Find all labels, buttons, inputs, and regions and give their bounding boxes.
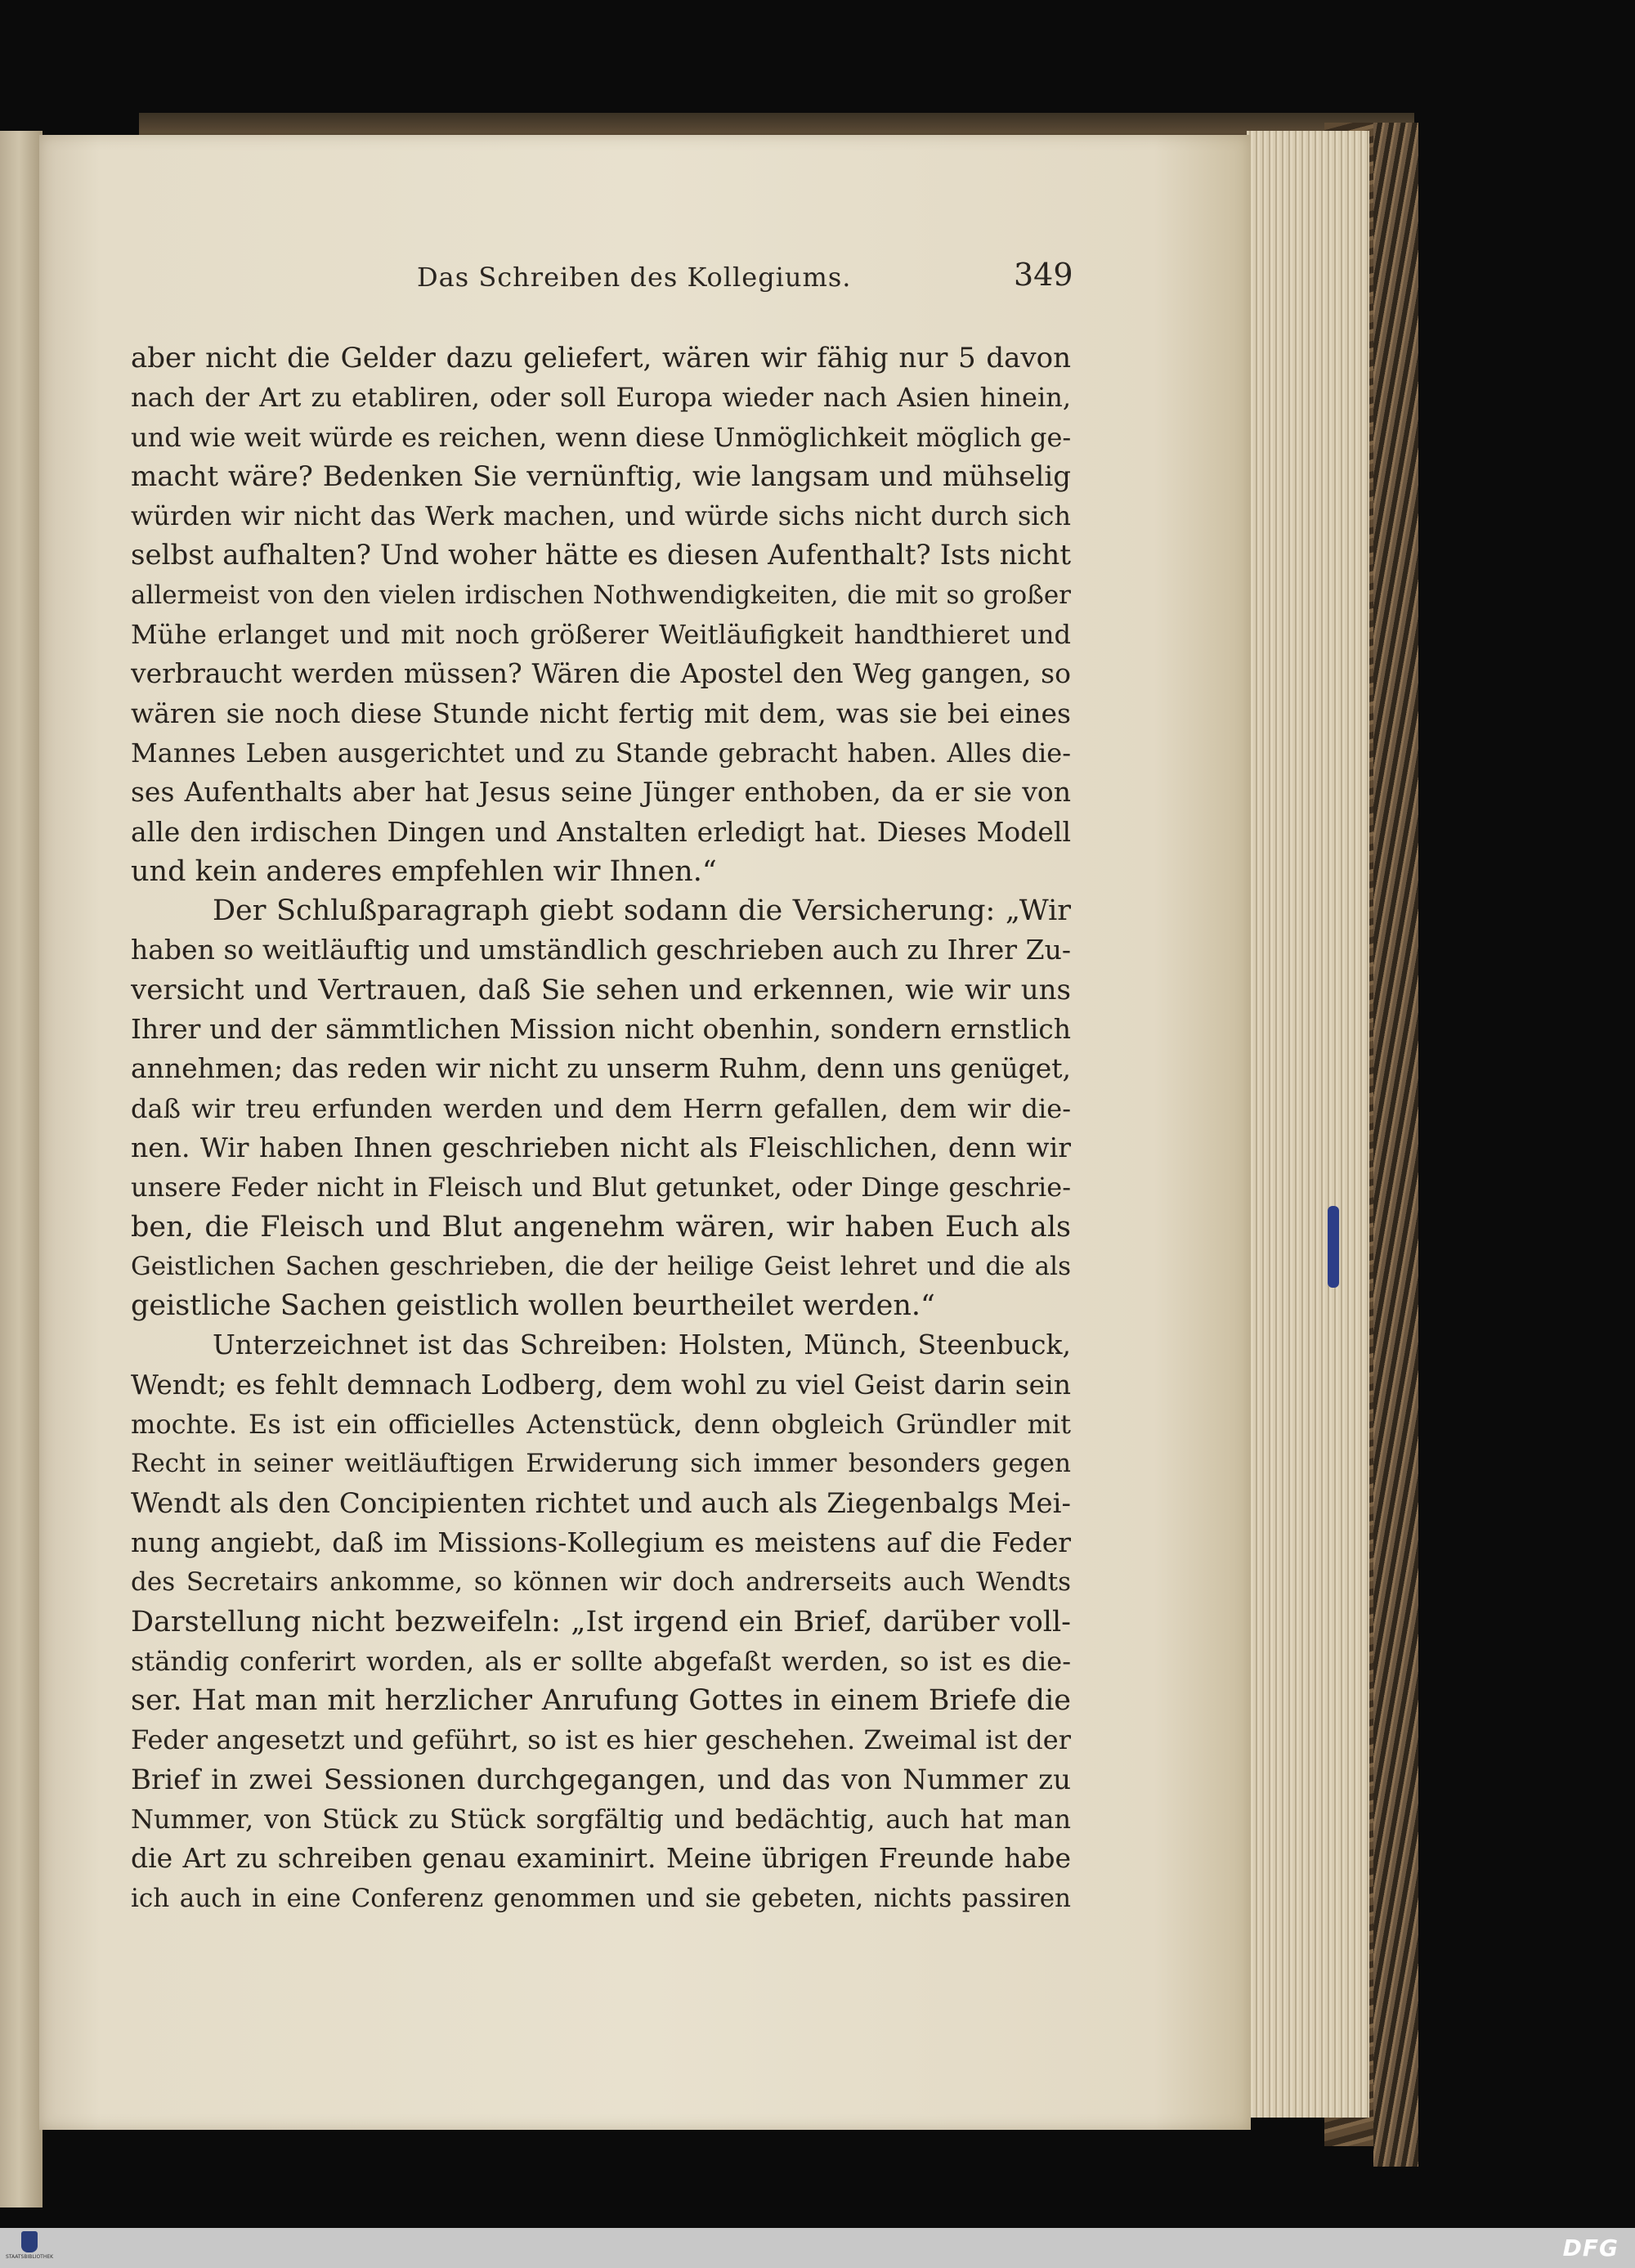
facing-page-edge [0,131,43,2207]
text-line: Mannes Leben ausgerichtet und zu Stande gebracht haben. Alles die- [131,737,1071,769]
library-logo [5,2231,54,2266]
text-line: und kein anderes empfehlen wir Ihnen.“ [131,854,717,888]
book-spine [1373,123,1418,2167]
page-number: 349 [1014,257,1073,293]
text-line: mochte. Es ist ein officielles Actenstück, denn obgleich Gründler mit [131,1409,1071,1441]
text-line: geistliche Sachen geistlich wollen beurtheilet werden.“ [131,1289,935,1323]
text-line: des Secretairs ankomme, so können wir doch andrerseits auch Wendts [131,1567,1071,1598]
text-line: alle den irdischen Dingen und Anstalten erledigt hat. Dieses Modell [131,815,1071,848]
text-line: selbst aufhalten? Und woher hätte es diesen Aufenthalt? Ists nicht [131,539,1071,572]
text-line: ses Aufenthalts aber hat Jesus seine Jünger enthoben, da er sie von [131,776,1071,809]
text-line: daß wir treu erfunden werden und dem Herrn gefallen, dem wir die- [131,1092,1071,1124]
text-line: annehmen; das reden wir nicht zu unserm Ruhm, denn uns genüget, [131,1052,1071,1085]
viewer-footer-bar [0,2228,1635,2268]
library-emblem-icon [21,2231,38,2252]
text-line: Mühe erlanget und mit noch größerer Weitläufigkeit handthieret und [131,619,1071,651]
text-line: nach der Art zu etabliren, oder soll Europa wieder nach Asien hinein, [131,382,1071,414]
text-line: Ihrer und der sämmtlichen Mission nicht obenhin, sondern ernstlich [131,1013,1071,1046]
text-line: Brief in zwei Sessionen durchgegangen, und das von Nummer zu [131,1763,1071,1796]
text-line: die Art zu schreiben genau examinirt. Meine übrigen Freunde habe [131,1842,1071,1875]
text-line: Unterzeichnet ist das Schreiben: Holsten, Münch, Steenbuck, [213,1329,1071,1361]
text-line: macht wäre? Bedenken Sie vernünftig, wie langsam und mühselig [131,459,1071,493]
text-line: allermeist von den vielen irdischen Nothwendigkeiten, die mit so großer [131,580,1071,610]
text-line: Wendt als den Concipienten richtet und auch als Ziegenbalgs Mei- [131,1486,1071,1520]
text-line: Nummer, von Stück zu Stück sorgfältig und bedächtig, auch hat man [131,1803,1071,1835]
body-text [131,338,1071,1918]
text-line: Feder angesetzt und geführt, so ist es hier geschehen. Zweimal ist der [131,1724,1071,1756]
text-line: aber nicht die Gelder dazu geliefert, wären wir fähig nur 5 davon [131,342,1071,374]
running-title: Das Schreiben des Kollegiums. [417,262,852,293]
text-line: ben, die Fleisch und Blut angenehm wären, wir haben Euch als [131,1210,1071,1244]
text-line: verbraucht werden müssen? Wären die Apostel den Weg gangen, so [131,657,1071,690]
text-line: würden wir nicht das Werk machen, und würde sichs nicht durch sich [131,500,1071,532]
library-caption: STAATSBIBLIOTHEK [5,2254,54,2260]
bookmark-ribbon [1328,1206,1339,1288]
text-line: Recht in seiner weitläuftigen Erwiderung sich immer besonders gegen [131,1449,1071,1479]
text-line: ich auch in eine Conferenz genommen und sie gebeten, nichts passiren [131,1883,1071,1913]
text-line: ser. Hat man mit herzlicher Anrufung Gottes in einem Briefe die [131,1684,1071,1718]
dfg-logo: DFG [1562,2234,1619,2261]
text-line: Darstellung nicht bezweifeln: „Ist irgend ein Brief, darüber voll- [131,1605,1071,1638]
text-line: Wendt; es fehlt demnach Lodberg, dem wohl zu viel Geist darin sein [131,1368,1071,1401]
page-stack-edge [1247,131,1369,2118]
text-line: Der Schlußparagraph giebt sodann die Versicherung: „Wir [213,894,1071,928]
text-line: nung angiebt, daß im Missions-Kollegium es meistens auf die Feder [131,1526,1071,1558]
text-line: unsere Feder nicht in Fleisch und Blut getunket, oder Dinge geschrie- [131,1172,1071,1203]
text-line: Geistlichen Sachen geschrieben, die der heilige Geist lehret und die als [131,1251,1071,1281]
text-line: nen. Wir haben Ihnen geschrieben nicht als Fleischlichen, denn wir [131,1131,1071,1163]
text-line: ständig conferirt worden, als er sollte abgefaßt werden, so ist es die- [131,1645,1071,1677]
text-line: versicht und Vertrauen, daß Sie sehen und erkennen, wie wir uns [131,973,1071,1006]
text-line: wären sie noch diese Stunde nicht fertig mit dem, was sie bei eines [131,697,1071,729]
text-line: haben so weitläuftig und umständlich geschrieben auch zu Ihrer Zu- [131,934,1071,966]
text-line: und wie weit würde es reichen, wenn diese Unmöglichkeit möglich ge- [131,421,1071,453]
